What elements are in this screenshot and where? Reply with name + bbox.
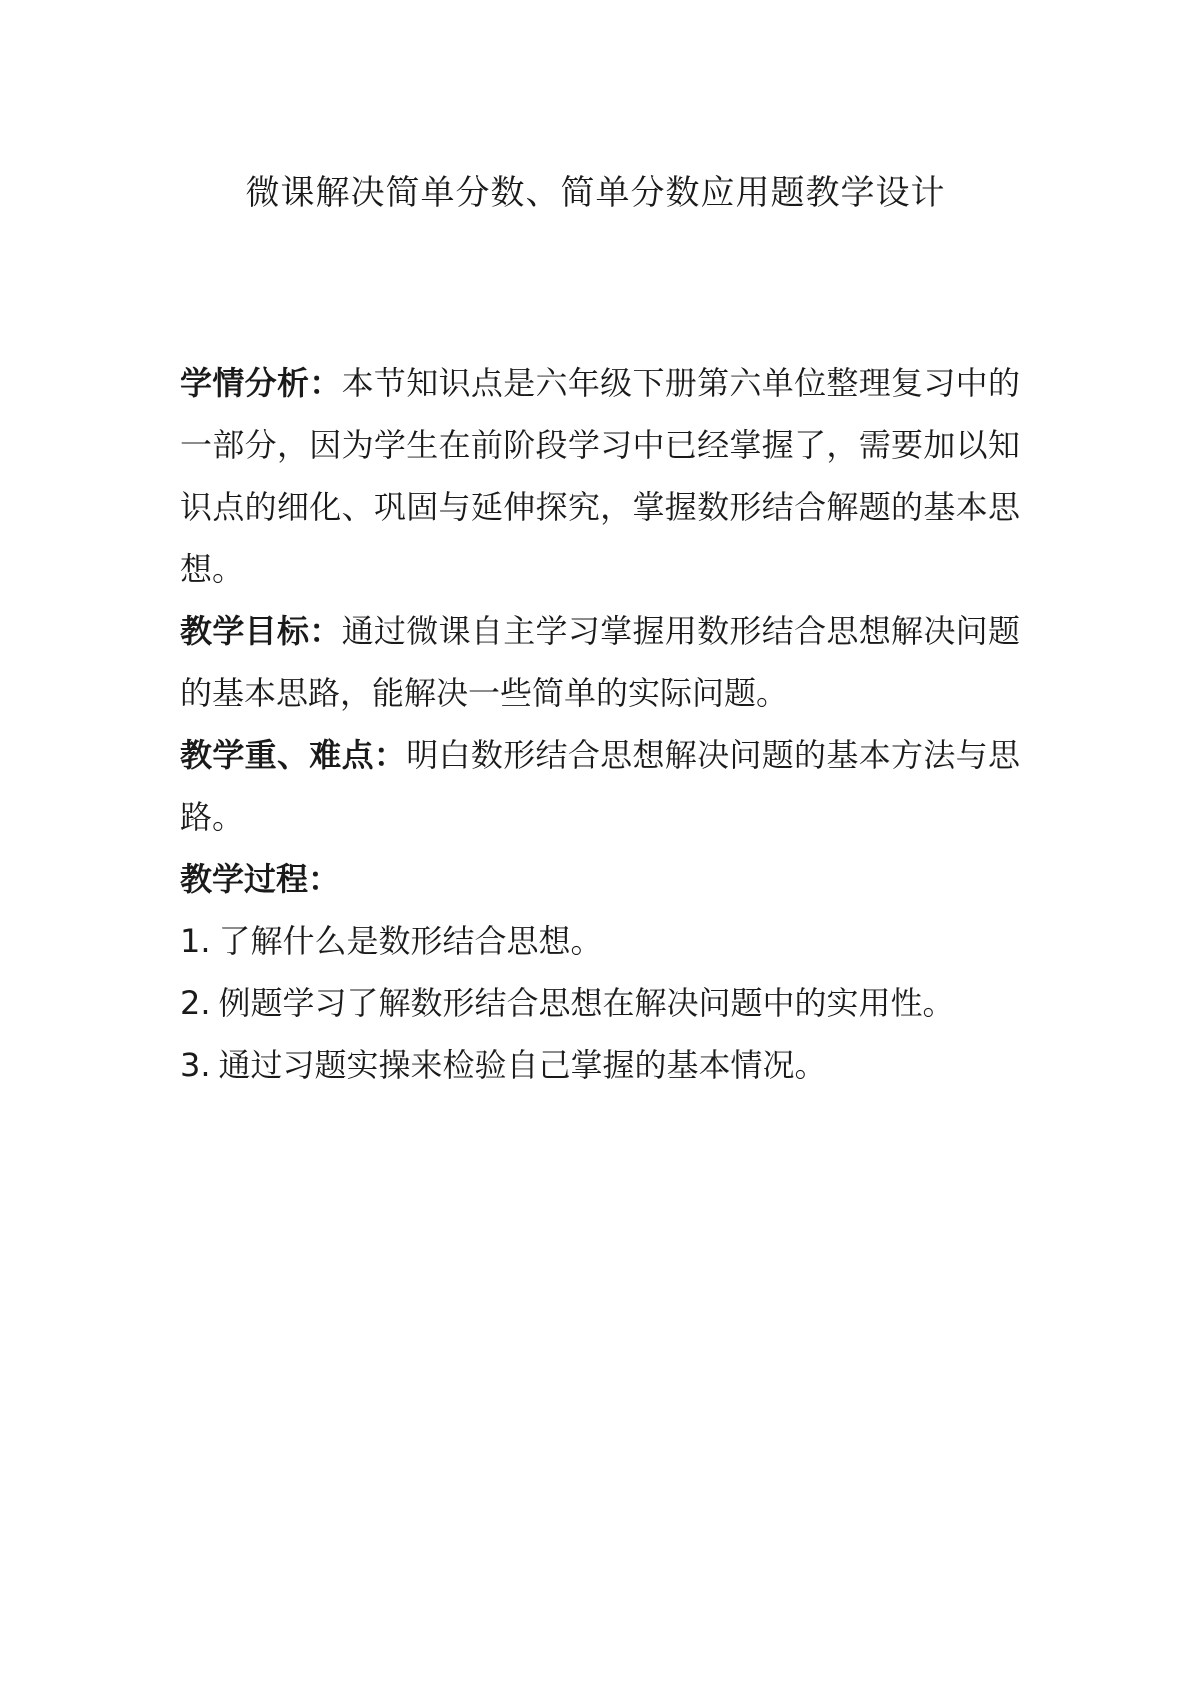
step-number: 1. — [180, 922, 211, 960]
section-label: 学情分析： — [180, 364, 342, 402]
step-number: 2. — [180, 984, 211, 1022]
step-text: 了解什么是数形结合思想。 — [218, 922, 603, 960]
document-body — [180, 352, 1020, 1096]
section-key-difficult-points — [180, 724, 1020, 848]
step-text: 通过习题实操来检验自己掌握的基本情况。 — [218, 1046, 827, 1084]
section-text: 通过微课自主学习掌握用数形结合思想解决问题的基本思路，能解决一些简单的实际问题。 — [180, 612, 1020, 712]
section-teaching-goals — [180, 600, 1020, 724]
list-item — [180, 972, 1020, 1034]
section-teaching-process — [180, 848, 1020, 910]
document-title: 微课解决简单分数、简单分数应用题教学设计 — [245, 173, 946, 213]
section-label: 教学重、难点： — [180, 736, 407, 774]
list-item — [180, 910, 1020, 972]
step-text: 例题学习了解数形结合思想在解决问题中的实用性。 — [218, 984, 955, 1022]
step-number: 3. — [180, 1046, 211, 1084]
section-label: 教学目标： — [180, 612, 342, 650]
list-item — [180, 1034, 1020, 1096]
section-learning-analysis — [180, 352, 1020, 600]
section-text: 本节知识点是六年级下册第六单位整理复习中的一部分，因为学生在前阶段学习中已经掌握了，需要加以知识点的细化、巩固与延伸探究，掌握数形结合解题的基本思想。 — [180, 364, 1020, 588]
section-text: 明白数形结合思想解决问题的基本方法与思路。 — [180, 736, 1020, 836]
section-label: 教学过程： — [180, 860, 341, 898]
